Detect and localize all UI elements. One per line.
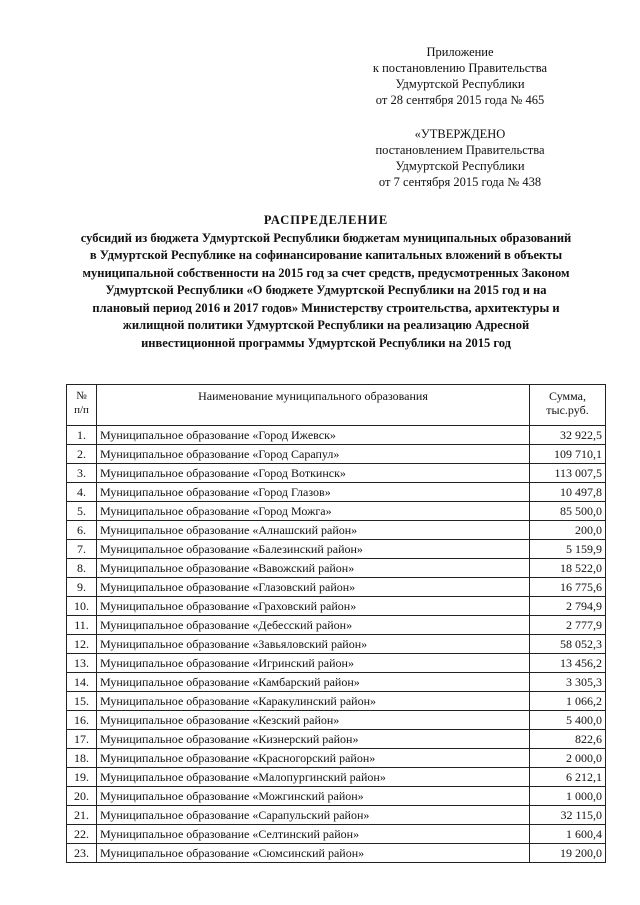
distribution-table <box>66 384 606 863</box>
table-row <box>67 654 606 673</box>
row-name: Муниципальное образование «Дебесский район» <box>97 616 530 635</box>
row-name: Муниципальное образование «Красногорский район» <box>97 749 530 768</box>
row-name: Муниципальное образование «Город Ижевск» <box>97 426 530 445</box>
title-line: субсидий из бюджета Удмуртской Республики бюджетам муниципальных образований <box>80 230 572 245</box>
header-number-line: № <box>76 390 87 402</box>
row-name: Муниципальное образование «Игринский район» <box>97 654 530 673</box>
approved-block <box>330 126 590 190</box>
appendix-line: Удмуртской Республики <box>395 77 525 91</box>
row-amount: 2 794,9 <box>530 597 606 616</box>
table-row <box>67 578 606 597</box>
table-row <box>67 426 606 445</box>
header-amount <box>530 385 606 426</box>
row-number: 17. <box>67 730 97 749</box>
table-row <box>67 483 606 502</box>
table-row <box>67 768 606 787</box>
table-row <box>67 692 606 711</box>
row-number: 1. <box>67 426 97 445</box>
appendix-block <box>330 44 590 108</box>
row-name: Муниципальное образование «Город Можга» <box>97 502 530 521</box>
approved-line: Удмуртской Республики <box>395 159 525 173</box>
row-number: 6. <box>67 521 97 540</box>
row-number: 15. <box>67 692 97 711</box>
row-name: Муниципальное образование «Глазовский район» <box>97 578 530 597</box>
table-row <box>67 597 606 616</box>
approved-date: от 7 сентября 2015 года № 438 <box>378 175 542 189</box>
row-number: 11. <box>67 616 97 635</box>
appendix-title: Приложение <box>426 45 494 59</box>
row-name: Муниципальное образование «Вавожский район» <box>97 559 530 578</box>
title-line: инвестиционной программы Удмуртской Республики на 2015 год <box>141 335 511 350</box>
row-amount: 6 212,1 <box>530 768 606 787</box>
table-row <box>67 540 606 559</box>
approved-title: «УТВЕРЖДЕНО <box>414 127 506 141</box>
table-header-row <box>67 385 606 426</box>
row-amount: 58 052,3 <box>530 635 606 654</box>
row-name: Муниципальное образование «Малопургинский район» <box>97 768 530 787</box>
row-name: Муниципальное образование «Селтинский район» <box>97 825 530 844</box>
row-amount: 5 159,9 <box>530 540 606 559</box>
row-amount: 113 007,5 <box>530 464 606 483</box>
header-number-line: п/п <box>74 404 89 416</box>
row-name: Муниципальное образование «Завьяловский район» <box>97 635 530 654</box>
row-name: Муниципальное образование «Кизнерский район» <box>97 730 530 749</box>
row-number: 14. <box>67 673 97 692</box>
title-line: жилищной политики Удмуртской Республики на реализацию Адресной <box>122 318 530 332</box>
row-amount: 1 066,2 <box>530 692 606 711</box>
row-number: 19. <box>67 768 97 787</box>
appendix-date: от 28 сентября 2015 года № 465 <box>375 93 545 107</box>
table-row <box>67 502 606 521</box>
approved-line: постановлением Правительства <box>375 143 545 157</box>
row-name: Муниципальное образование «Балезинский район» <box>97 540 530 559</box>
table-row <box>67 559 606 578</box>
header-name: Наименование муниципального образования <box>97 385 530 426</box>
row-number: 10. <box>67 597 97 616</box>
row-amount: 2 000,0 <box>530 749 606 768</box>
row-amount: 1 600,4 <box>530 825 606 844</box>
table-row <box>67 787 606 806</box>
row-amount: 200,0 <box>530 521 606 540</box>
row-number: 13. <box>67 654 97 673</box>
row-number: 21. <box>67 806 97 825</box>
table-row <box>67 730 606 749</box>
header-number <box>67 385 97 426</box>
row-number: 4. <box>67 483 97 502</box>
title-line: муниципальной собственности на 2015 год за счет средств, предусмотренных Законом <box>82 265 570 280</box>
title-heading: РАСПРЕДЕЛЕНИЕ <box>263 213 389 227</box>
row-name: Муниципальное образование «Камбарский район» <box>97 673 530 692</box>
table-row <box>67 673 606 692</box>
row-amount: 13 456,2 <box>530 654 606 673</box>
row-amount: 2 777,9 <box>530 616 606 635</box>
row-name: Муниципальное образование «Каракулинский район» <box>97 692 530 711</box>
row-amount: 32 922,5 <box>530 426 606 445</box>
row-number: 22. <box>67 825 97 844</box>
row-name: Муниципальное образование «Сюмсинский район» <box>97 844 530 863</box>
row-number: 8. <box>67 559 97 578</box>
table-row <box>67 749 606 768</box>
row-name: Муниципальное образование «Город Воткинск» <box>97 464 530 483</box>
row-name: Муниципальное образование «Город Глазов» <box>97 483 530 502</box>
table-row <box>67 635 606 654</box>
table-row <box>67 464 606 483</box>
row-number: 12. <box>67 635 97 654</box>
row-number: 9. <box>67 578 97 597</box>
row-amount: 3 305,3 <box>530 673 606 692</box>
header-amount-line: Сумма, <box>549 389 586 403</box>
table-row <box>67 616 606 635</box>
row-number: 18. <box>67 749 97 768</box>
row-amount: 1 000,0 <box>530 787 606 806</box>
row-number: 5. <box>67 502 97 521</box>
table-row <box>67 825 606 844</box>
row-amount: 85 500,0 <box>530 502 606 521</box>
header-amount-line: тыс.руб. <box>546 403 589 417</box>
table-row <box>67 521 606 540</box>
row-number: 3. <box>67 464 97 483</box>
row-amount: 16 775,6 <box>530 578 606 597</box>
table-row <box>67 711 606 730</box>
row-amount: 32 115,0 <box>530 806 606 825</box>
row-name: Муниципальное образование «Сарапульский район» <box>97 806 530 825</box>
row-number: 20. <box>67 787 97 806</box>
row-amount: 18 522,0 <box>530 559 606 578</box>
table-row <box>67 844 606 863</box>
row-number: 7. <box>67 540 97 559</box>
row-number: 16. <box>67 711 97 730</box>
row-name: Муниципальное образование «Кезский район» <box>97 711 530 730</box>
row-amount: 822,6 <box>530 730 606 749</box>
table-row <box>67 806 606 825</box>
row-name: Муниципальное образование «Граховский район» <box>97 597 530 616</box>
title-line: Удмуртской Республики «О бюджете Удмуртской Республики на 2015 год и на <box>105 283 547 297</box>
row-name: Муниципальное образование «Алнашский район» <box>97 521 530 540</box>
title-line: в Удмуртской Республике на софинансирование капитальных вложений в объекты <box>89 248 563 262</box>
document-title <box>40 212 612 352</box>
row-name: Муниципальное образование «Город Сарапул» <box>97 445 530 464</box>
row-amount: 109 710,1 <box>530 445 606 464</box>
row-number: 2. <box>67 445 97 464</box>
row-number: 23. <box>67 844 97 863</box>
appendix-line: к постановлению Правительства <box>372 61 548 75</box>
title-line: плановый период 2016 и 2017 годов» Министерству строительства, архитектуры и <box>92 300 560 315</box>
row-amount: 10 497,8 <box>530 483 606 502</box>
row-amount: 5 400,0 <box>530 711 606 730</box>
row-amount: 19 200,0 <box>530 844 606 863</box>
row-name: Муниципальное образование «Можгинский район» <box>97 787 530 806</box>
table-row <box>67 445 606 464</box>
